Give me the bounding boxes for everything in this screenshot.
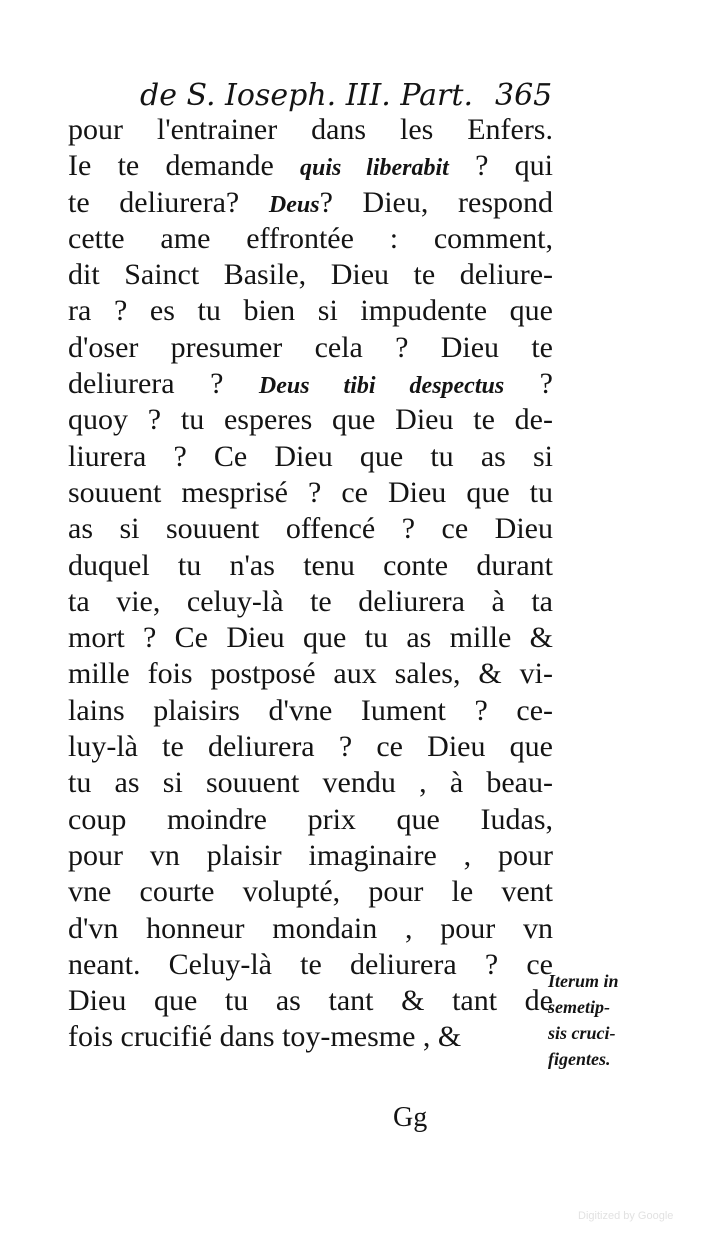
text-line xyxy=(68,366,553,402)
text-run: cette ame effrontée : comment, xyxy=(68,221,553,255)
text-line xyxy=(68,693,553,729)
text-run: mille fois postposé aux sales, & vi- xyxy=(68,657,553,691)
text-run: ? Dieu, respond xyxy=(319,185,553,219)
text-line xyxy=(68,257,553,293)
signature-mark: Gg xyxy=(393,1102,428,1133)
latin-quote: Deus tibi despectus xyxy=(258,373,505,400)
text-line xyxy=(68,475,553,511)
text-line xyxy=(68,802,553,838)
text-line xyxy=(68,221,553,257)
latin-quote: quis liberabit xyxy=(300,155,449,182)
running-title: de S. Ioseph. III. Part. xyxy=(140,78,473,113)
page-number: 365 xyxy=(495,78,553,113)
margin-note xyxy=(548,968,658,1072)
margin-note-line: sis cruci- xyxy=(548,1023,616,1043)
text-run: ? xyxy=(504,367,553,401)
text-line xyxy=(68,729,553,765)
text-run: liurera ? Ce Dieu que tu as si xyxy=(68,439,553,473)
text-line xyxy=(68,330,553,366)
margin-note-line: semetip- xyxy=(548,997,610,1017)
text-run: luy-là te deliurera ? ce Dieu que xyxy=(68,730,553,764)
text-run: quoy ? tu esperes que Dieu te de- xyxy=(68,403,553,437)
text-line xyxy=(68,947,553,983)
text-run: duquel tu n'as tenu conte durant xyxy=(68,548,553,582)
margin-note-line: figentes. xyxy=(548,1049,611,1069)
text-run: vne courte volupté, pour le vent xyxy=(68,875,553,909)
text-run: d'vn honneur mondain , pour vn xyxy=(68,911,553,945)
text-line xyxy=(68,293,553,329)
text-line xyxy=(68,185,553,221)
text-line xyxy=(68,765,553,801)
text-line xyxy=(68,620,553,656)
latin-quote: Deus xyxy=(268,191,320,218)
text-line xyxy=(68,148,553,184)
text-line xyxy=(68,511,553,547)
text-run: tu as si souuent vendu , à beau- xyxy=(68,766,553,800)
text-run: neant. Celuy-là te deliurera ? ce xyxy=(68,947,553,981)
text-line xyxy=(68,584,553,620)
margin-note-line: Iterum in xyxy=(548,971,619,991)
text-run: pour l'entrainer dans les Enfers. xyxy=(68,113,553,146)
text-run: Ie te demande xyxy=(68,149,301,183)
watermark: Digitized by Google xyxy=(578,1210,674,1222)
text-run: pour vn plaisir imaginaire , pour xyxy=(68,838,553,872)
text-run: Dieu que tu as tant & tant de xyxy=(68,984,553,1018)
text-line xyxy=(68,402,553,438)
text-line xyxy=(68,112,553,148)
text-line xyxy=(68,548,553,584)
text-run: lains plaisirs d'vne Iument ? ce- xyxy=(68,693,553,727)
text-line xyxy=(68,439,553,475)
text-run: mort ? Ce Dieu que tu as mille & xyxy=(68,621,553,655)
text-line xyxy=(68,983,553,1019)
text-line xyxy=(68,656,553,692)
text-run: d'oser presumer cela ? Dieu te xyxy=(68,330,553,364)
running-header xyxy=(140,76,560,116)
text-run: as si souuent offencé ? ce Dieu xyxy=(68,512,553,546)
text-line xyxy=(68,838,553,874)
text-run: dit Sainct Basile, Dieu te deliure- xyxy=(68,258,553,292)
text-run: fois crucifié dans toy-mesme , & xyxy=(68,1020,462,1054)
text-run: deliurera ? xyxy=(68,367,259,401)
text-run: ? qui xyxy=(448,149,553,183)
text-run: souuent mesprisé ? ce Dieu que tu xyxy=(68,475,553,509)
body-text xyxy=(68,112,553,1056)
text-run: ra ? es tu bien si impudente que xyxy=(68,294,553,328)
text-line xyxy=(68,874,553,910)
text-line xyxy=(68,1019,553,1055)
text-run: te deliurera? xyxy=(68,185,269,219)
text-run: ta vie, celuy-là te deliurera à ta xyxy=(68,584,553,618)
text-line xyxy=(68,911,553,947)
text-run: coup moindre prix que Iudas, xyxy=(68,802,553,836)
